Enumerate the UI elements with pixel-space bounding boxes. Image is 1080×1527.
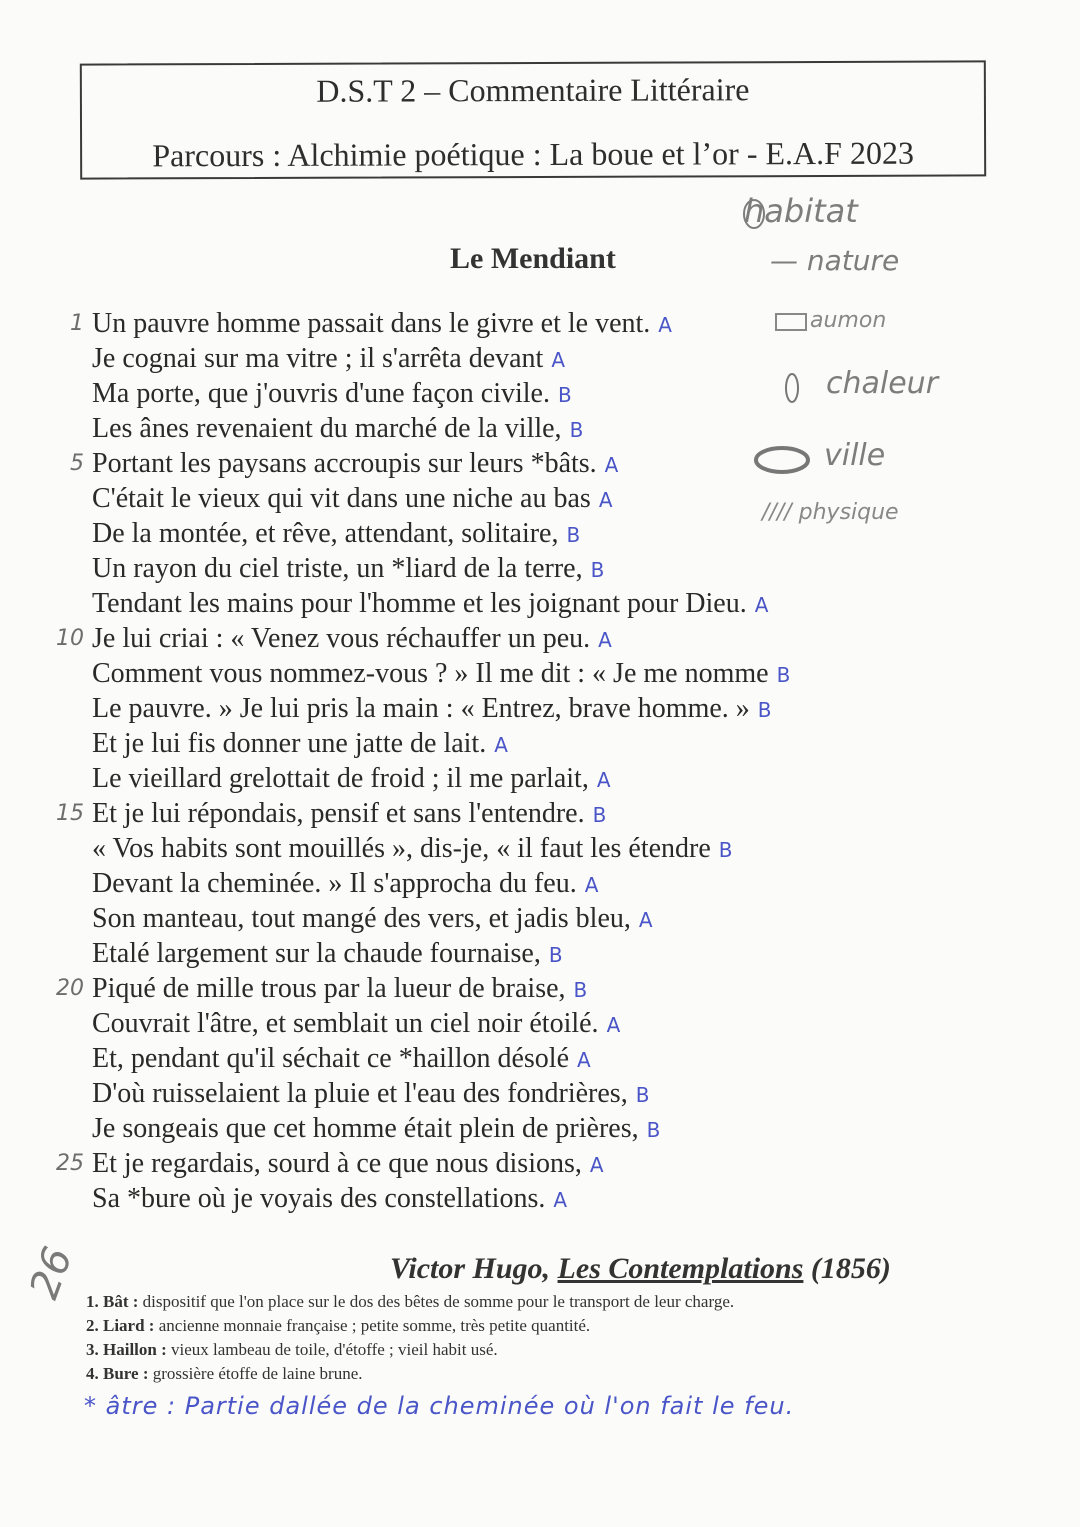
footnote-definition: vieux lambeau de toile, d'étoffe ; vieil habit usé. <box>166 1340 498 1359</box>
rhyme-mark: A <box>494 733 508 757</box>
poem-line <box>92 1076 649 1111</box>
poem-line <box>56 971 588 1006</box>
poem-line <box>92 1181 567 1216</box>
line-number: 10 <box>56 626 84 651</box>
line-text: De la montée, et rêve, attendant, solitaire, <box>92 518 559 549</box>
line-number: 25 <box>56 1151 84 1176</box>
poem-line <box>92 411 583 446</box>
legend-aumone: aumon <box>810 308 887 333</box>
source-attribution <box>390 1252 891 1286</box>
poem-line <box>56 1146 604 1181</box>
rhyme-mark: B <box>646 1118 661 1142</box>
line-number: 20 <box>56 976 84 1001</box>
line-text: Un rayon du ciel triste, un *liard de la terre, <box>92 553 583 584</box>
footnote <box>86 1290 986 1314</box>
footnote-term: 3. Haillon : <box>86 1340 167 1359</box>
poem-title: Le Mendiant <box>450 242 616 275</box>
line-text: Tendant les mains pour l'homme et les joignant pour Dieu. <box>92 588 747 619</box>
rhyme-mark: A <box>589 1153 604 1177</box>
legend-box-symbol <box>776 314 806 330</box>
footnote-term: 1. Bât : <box>86 1292 139 1311</box>
line-text: Un pauvre homme passait dans le givre et le vent. <box>92 308 651 339</box>
footnote <box>86 1362 986 1386</box>
line-text: Le pauvre. » Je lui pris la main : « Entrez, brave homme. » <box>92 693 750 724</box>
rhyme-mark: B <box>548 943 563 967</box>
rhyme-mark: A <box>754 593 769 617</box>
line-number: 1 <box>70 311 84 336</box>
poem-line <box>92 586 768 621</box>
rhyme-mark: A <box>584 873 599 897</box>
poem-line <box>92 341 565 376</box>
poem-line <box>92 761 611 796</box>
rhyme-mark: A <box>658 313 672 337</box>
poem-line <box>92 376 572 411</box>
legend-circle-symbol <box>744 200 764 228</box>
rhyme-mark: A <box>598 628 612 652</box>
rhyme-mark: A <box>577 1048 591 1072</box>
line-number: 15 <box>56 801 84 826</box>
line-text: Les ânes revenaient du marché de la ville, <box>92 413 562 444</box>
poem-line <box>70 446 619 481</box>
header-box <box>80 60 986 179</box>
line-text: C'était le vieux qui vit dans une niche au bas <box>92 483 591 514</box>
rhyme-mark: B <box>569 418 584 442</box>
line-text: Le vieillard grelottait de froid ; il me parlait, <box>92 763 589 794</box>
line-text: Son manteau, tout mangé des vers, et jadis bleu, <box>92 903 631 934</box>
rhyme-mark: B <box>566 523 581 547</box>
poem-line <box>92 1006 620 1041</box>
rhyme-mark: A <box>551 348 566 372</box>
line-number: 5 <box>70 451 84 476</box>
poem-line <box>56 796 607 831</box>
poem-line <box>92 656 790 691</box>
legend-thick-oval-symbol <box>756 448 808 472</box>
handwritten-footnote: * âtre : Partie dallée de la cheminée où l'on fait le feu. <box>84 1392 795 1420</box>
line-text: Couvrait l'âtre, et semblait un ciel noir étoilé. <box>92 1008 599 1039</box>
poem-line <box>92 831 733 866</box>
line-text: Et je lui fis donner une jatte de lait. <box>92 728 487 759</box>
line-text: D'où ruisselaient la pluie et l'eau des fondrières, <box>92 1078 628 1109</box>
rhyme-mark: B <box>573 978 588 1002</box>
rhyme-mark: A <box>606 1013 621 1037</box>
footnote-definition: grossière étoffe de laine brune. <box>148 1364 363 1383</box>
line-text: Portant les paysans accroupis sur leurs *bâts. <box>92 448 597 479</box>
poem-line <box>70 306 672 341</box>
footnote-term: 4. Bure : <box>86 1364 149 1383</box>
rhyme-mark: A <box>604 453 619 477</box>
rhyme-mark: A <box>596 768 611 792</box>
document-title: D.S.T 2 – Commentaire Littéraire <box>316 71 750 109</box>
rhyme-mark: B <box>590 558 605 582</box>
poem-line <box>92 1041 591 1076</box>
document-subtitle: Parcours : Alchimie poétique : La boue et l’or - E.A.F 2023 <box>152 134 914 174</box>
rhyme-mark: A <box>638 908 653 932</box>
rhyme-mark: B <box>592 803 607 827</box>
footnote-definition: dispositif que l'on place sur le dos des bêtes de somme pour le transport de leur charge. <box>138 1292 735 1311</box>
line-text: Sa *bure où je voyais des constellations. <box>92 1183 546 1214</box>
legend-nature: — nature <box>770 244 900 277</box>
line-text: Ma porte, que j'ouvris d'une façon civile. <box>92 378 550 409</box>
footnote-term: 2. Liard : <box>86 1316 155 1335</box>
rhyme-mark: A <box>598 488 613 512</box>
legend-symbols <box>740 190 1040 550</box>
footnote-definition: ancienne monnaie française ; petite somme, très petite quantité. <box>154 1316 591 1335</box>
source-work: Les Contemplations <box>557 1252 804 1285</box>
rhyme-mark: A <box>553 1188 568 1212</box>
line-text: Devant la cheminée. » Il s'approcha du feu. <box>92 868 577 899</box>
rhyme-mark: B <box>757 698 772 722</box>
line-text: « Vos habits sont mouillés », dis-je, « il faut les étendre <box>92 833 711 864</box>
poem-line <box>92 726 508 761</box>
legend-oval-symbol <box>786 374 798 402</box>
legend-ville: ville <box>824 438 886 473</box>
rhyme-mark: B <box>776 663 791 687</box>
legend-physique: //// physique <box>762 500 899 525</box>
source-year: (1856) <box>810 1252 891 1285</box>
line-text: Et je lui répondais, pensif et sans l'entendre. <box>92 798 585 829</box>
rhyme-mark: B <box>718 838 733 862</box>
footnote <box>86 1338 986 1362</box>
line-text: Comment vous nommez-vous ? » Il me dit : « Je me nomme <box>92 658 769 689</box>
poem-line <box>92 691 772 726</box>
handwritten-grade: 26 <box>21 1241 82 1305</box>
rhyme-mark: B <box>635 1083 650 1107</box>
poem-line <box>92 936 563 971</box>
annotation-legend <box>740 190 1040 550</box>
footnote <box>86 1314 986 1338</box>
footnotes <box>86 1290 986 1386</box>
poem-line <box>92 551 604 586</box>
poem-line <box>92 866 598 901</box>
poem-line <box>92 516 580 551</box>
line-text: Je songeais que cet homme était plein de prières, <box>92 1113 639 1144</box>
source-author: Victor Hugo, <box>390 1252 551 1285</box>
poem-line <box>92 481 613 516</box>
legend-habitat: habitat <box>744 192 858 230</box>
line-text: Et je regardais, sourd à ce que nous disions, <box>92 1148 582 1179</box>
legend-chaleur: chaleur <box>826 366 939 401</box>
line-text: Je lui criai : « Venez vous réchauffer un peu. <box>92 623 591 654</box>
line-text: Et, pendant qu'il séchait ce *haillon désolé <box>92 1043 570 1074</box>
poem-line <box>92 901 653 936</box>
rhyme-mark: B <box>557 383 572 407</box>
line-text: Piqué de mille trous par la lueur de braise, <box>92 973 566 1004</box>
line-text: Je cognai sur ma vitre ; il s'arrêta devant <box>92 343 544 374</box>
poem-line <box>56 621 612 656</box>
line-text: Etalé largement sur la chaude fournaise, <box>92 938 541 969</box>
poem-line <box>92 1111 660 1146</box>
